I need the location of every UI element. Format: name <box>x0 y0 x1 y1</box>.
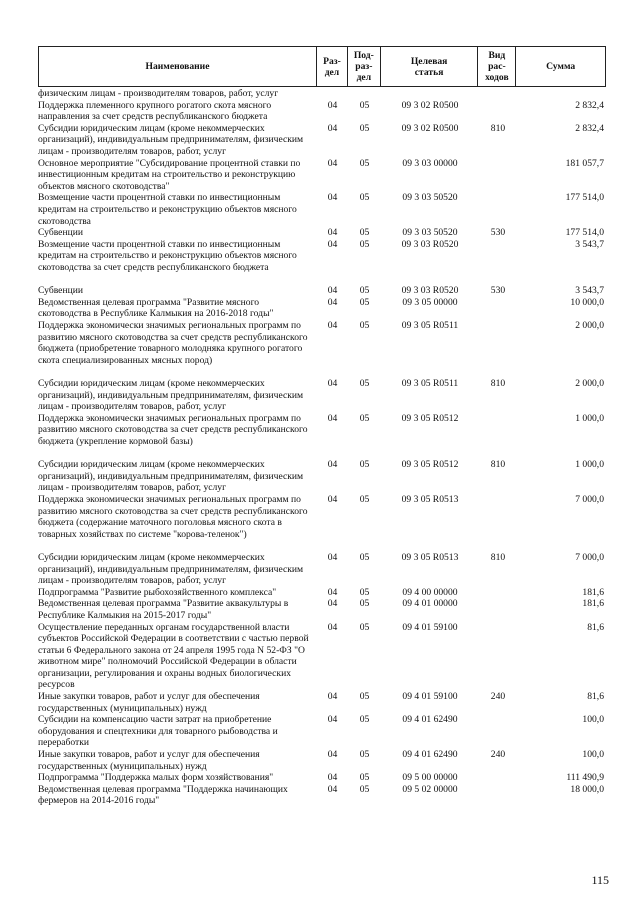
row-name: Субсидии на компенсацию части затрат на приобретение оборудования и спецтехники для товарного рыбоводства и переработки <box>38 714 278 749</box>
table-row <box>38 772 606 784</box>
row-razdel: 04 <box>327 772 338 784</box>
row-name: Субвенции <box>38 227 83 239</box>
row-target-article: 09 3 05 R0512 <box>401 412 459 424</box>
row-podrazdel: 05 <box>359 296 370 308</box>
row-sum: 177 514,0 <box>565 227 604 239</box>
row-podrazdel: 05 <box>359 377 370 389</box>
row-razdel: 04 <box>327 377 338 389</box>
table-row <box>38 88 606 100</box>
row-target-article: 09 4 01 00000 <box>402 598 458 610</box>
row-name: Поддержка экономически значимых региональных программ по развитию мясного скотоводства за счет средств республиканского бюджета (содержание маточного поголовья мясного скота в товарных хозяйствах по системе "корова-теленок") <box>38 493 308 540</box>
row-name: Поддержка племенного крупного рогатого скота мясного направления за счет средств республиканского бюджета <box>38 99 272 123</box>
row-name: Ведомственная целевая программа "Развитие мясного скотоводства в Республике Калмыкия на 2016-2018 годы" <box>38 296 274 320</box>
table-row <box>38 123 606 158</box>
row-podrazdel: 05 <box>359 238 370 250</box>
row-expense-type: 810 <box>490 551 506 563</box>
header-target-article: Целевая статья <box>381 47 479 86</box>
row-razdel: 04 <box>327 99 338 111</box>
table-row <box>38 378 606 413</box>
row-podrazdel: 05 <box>359 285 370 297</box>
row-name: Иные закупки товаров, работ и услуг для обеспечения государственных (муниципальных) нужд <box>38 691 260 714</box>
row-name: Возмещение части процентной ставки по инвестиционным кредитам на строительство и реконструкцию объектов мясного скотоводства за счет средств республиканского бюджета <box>38 238 297 273</box>
table-row <box>38 158 606 193</box>
table-row <box>38 494 606 552</box>
row-target-article: 09 3 05 R0513 <box>401 551 459 563</box>
header-sum: Сумма <box>546 61 576 72</box>
row-name: Подпрограмма "Поддержка малых форм хозяйствования" <box>38 772 274 784</box>
row-target-article: 09 3 05 R0513 <box>401 493 459 505</box>
row-expense-type: 810 <box>490 122 506 134</box>
header-name: Наименование <box>39 47 317 86</box>
row-target-article: 09 4 01 62490 <box>402 714 458 726</box>
row-podrazdel: 05 <box>359 192 370 204</box>
row-expense-type: 240 <box>490 691 506 703</box>
row-name: Осуществление переданных органам государственной власти субъектов Российской Федерации в соответствии с частью первой статьи 6 Федерального закона от 24 апреля 1995 года N 52-ФЗ "О животном мире" полномочий Российской Федерации в области организации, регулирования и охраны водных биологических ресурсов <box>38 621 309 691</box>
table-row <box>38 552 606 587</box>
table-row <box>38 587 606 599</box>
row-sum: 181,6 <box>582 598 604 610</box>
row-podrazdel: 05 <box>359 551 370 563</box>
row-name: Ведомственная целевая программа "Развитие аквакультуры в Республике Калмыкия на 2015-2017 годы" <box>38 598 289 621</box>
row-target-article: 09 3 03 50520 <box>402 227 458 239</box>
row-podrazdel: 05 <box>359 691 370 703</box>
row-razdel: 04 <box>327 192 338 204</box>
row-razdel: 04 <box>327 783 338 795</box>
row-name: Субсидии юридическим лицам (кроме некоммерческих организаций), индивидуальным предпринимателям, физическим лицам - производителям товаров, работ, услуг <box>38 122 304 157</box>
row-sum: 81,6 <box>587 691 604 703</box>
table-row <box>38 285 606 297</box>
row-target-article: 09 3 05 R0512 <box>401 459 459 471</box>
row-target-article: 09 3 02 R0500 <box>401 122 459 134</box>
row-sum: 181 057,7 <box>565 157 604 169</box>
table-row <box>38 459 606 494</box>
table-row <box>38 320 606 378</box>
row-target-article: 09 3 02 R0500 <box>401 99 459 111</box>
table-row <box>38 227 606 239</box>
row-razdel: 04 <box>327 227 338 239</box>
table-row <box>38 192 606 227</box>
row-podrazdel: 05 <box>359 598 370 610</box>
table-row <box>38 598 606 621</box>
row-podrazdel: 05 <box>359 783 370 795</box>
row-target-article: 09 5 00 00000 <box>402 772 458 784</box>
row-sum: 100,0 <box>582 749 604 761</box>
row-sum: 177 514,0 <box>565 192 604 204</box>
row-expense-type: 530 <box>490 227 506 239</box>
table-row <box>38 749 606 772</box>
row-sum: 2 832,4 <box>575 122 604 134</box>
table-row <box>38 622 606 692</box>
row-expense-type: 810 <box>490 459 506 471</box>
row-razdel: 04 <box>327 412 338 424</box>
row-podrazdel: 05 <box>359 586 370 598</box>
row-name: Ведомственная целевая программа "Поддержка начинающих фермеров на 2014-2016 годы" <box>38 783 288 807</box>
row-name: Иные закупки товаров, работ и услуг для обеспечения государственных (муниципальных) нужд <box>38 749 260 772</box>
row-target-article: 09 3 05 R0511 <box>401 377 459 389</box>
row-name: Подпрограмма "Развитие рыбохозяйственного комплекса" <box>38 586 277 598</box>
row-sum: 181,6 <box>582 586 604 598</box>
row-podrazdel: 05 <box>359 157 370 169</box>
row-razdel: 04 <box>327 749 338 761</box>
row-target-article: 09 3 03 R0520 <box>401 238 459 250</box>
row-podrazdel: 05 <box>359 714 370 726</box>
row-target-article: 09 3 03 50520 <box>402 192 458 204</box>
row-name: Поддержка экономически значимых региональных программ по развитию мясного скотоводства за счет средств республиканского бюджета (укрепление кормовой базы) <box>38 412 308 447</box>
row-expense-type: 240 <box>490 749 506 761</box>
row-name: физическим лицам - производителям товаров, работ, услуг <box>38 88 279 99</box>
row-razdel: 04 <box>327 714 338 726</box>
row-razdel: 04 <box>327 598 338 610</box>
table-row <box>38 413 606 459</box>
row-sum: 18 000,0 <box>570 783 604 795</box>
table-row <box>38 784 606 807</box>
header-expense-type: Вид рас- ходов <box>478 47 516 86</box>
row-podrazdel: 05 <box>359 319 370 331</box>
row-target-article: 09 4 01 62490 <box>402 749 458 761</box>
row-sum: 1 000,0 <box>575 412 604 424</box>
row-podrazdel: 05 <box>359 122 370 134</box>
row-podrazdel: 05 <box>359 772 370 784</box>
row-name: Возмещение части процентной ставки по инвестиционным кредитам на строительство и реконструкцию объектов мясного скотоводства <box>38 192 297 227</box>
row-target-article: 09 3 03 00000 <box>402 157 458 169</box>
row-podrazdel: 05 <box>359 459 370 471</box>
row-sum: 10 000,0 <box>570 296 604 308</box>
row-sum: 2 832,4 <box>575 99 604 111</box>
table-row <box>38 714 606 749</box>
table-header <box>38 46 606 87</box>
header-razdel: Раз- дел <box>317 47 348 86</box>
row-name: Основное мероприятие "Субсидирование процентной ставки по инвестиционным кредитам на строительство и реконструкцию объектов мясного скотоводства" <box>38 157 301 192</box>
row-sum: 7 000,0 <box>575 551 604 563</box>
table-body <box>38 88 606 807</box>
row-razdel: 04 <box>327 238 338 250</box>
row-razdel: 04 <box>327 586 338 598</box>
row-podrazdel: 05 <box>359 749 370 761</box>
row-podrazdel: 05 <box>359 493 370 505</box>
row-sum: 100,0 <box>582 714 604 726</box>
row-sum: 2 000,0 <box>575 377 604 389</box>
row-podrazdel: 05 <box>359 99 370 111</box>
row-target-article: 09 3 03 R0520 <box>401 285 459 297</box>
table-row <box>38 297 606 320</box>
row-expense-type: 530 <box>490 285 506 297</box>
row-name: Субвенции <box>38 285 83 297</box>
row-target-article: 09 4 01 59100 <box>402 691 458 703</box>
row-name: Поддержка экономически значимых региональных программ по развитию мясного скотоводства за счет средств республиканского бюджета (приобретение товарного молодняка крупного рогатого скота специализированных мясных пород) <box>38 319 308 366</box>
row-razdel: 04 <box>327 493 338 505</box>
header-podrazdel: Под- раз- дел <box>348 47 381 86</box>
row-sum: 3 543,7 <box>575 238 604 250</box>
table-row <box>38 691 606 714</box>
row-podrazdel: 05 <box>359 412 370 424</box>
row-podrazdel: 05 <box>359 227 370 239</box>
row-sum: 1 000,0 <box>575 459 604 471</box>
row-razdel: 04 <box>327 621 338 633</box>
row-razdel: 04 <box>327 319 338 331</box>
row-razdel: 04 <box>327 285 338 297</box>
row-sum: 2 000,0 <box>575 319 604 331</box>
row-podrazdel: 05 <box>359 621 370 633</box>
row-sum: 81,6 <box>587 621 604 633</box>
row-razdel: 04 <box>327 551 338 563</box>
row-razdel: 04 <box>327 157 338 169</box>
row-target-article: 09 3 05 R0511 <box>401 319 459 331</box>
table-row <box>38 100 606 123</box>
table-row <box>38 239 606 285</box>
page-number: 115 <box>591 873 609 887</box>
row-sum: 111 490,9 <box>566 772 604 784</box>
row-name: Субсидии юридическим лицам (кроме некоммерческих организаций), индивидуальным предпринимателям, физическим лицам - производителям товаров, работ, услуг <box>38 459 304 494</box>
row-target-article: 09 3 05 00000 <box>402 296 458 308</box>
row-razdel: 04 <box>327 691 338 703</box>
row-name: Субсидии юридическим лицам (кроме некоммерческих организаций), индивидуальным предпринимателям, физическим лицам - производителям товаров, работ, услуг <box>38 551 304 587</box>
row-target-article: 09 4 01 59100 <box>402 621 458 633</box>
row-razdel: 04 <box>327 296 338 308</box>
row-razdel: 04 <box>327 459 338 471</box>
row-sum: 3 543,7 <box>575 285 604 297</box>
row-sum: 7 000,0 <box>575 493 604 505</box>
row-target-article: 09 5 02 00000 <box>402 783 458 795</box>
row-target-article: 09 4 00 00000 <box>402 586 458 598</box>
row-razdel: 04 <box>327 122 338 134</box>
row-expense-type: 810 <box>490 377 506 389</box>
row-name: Субсидии юридическим лицам (кроме некоммерческих организаций), индивидуальным предпринимателям, физическим лицам - производителям товаров, работ, услуг <box>38 377 304 413</box>
